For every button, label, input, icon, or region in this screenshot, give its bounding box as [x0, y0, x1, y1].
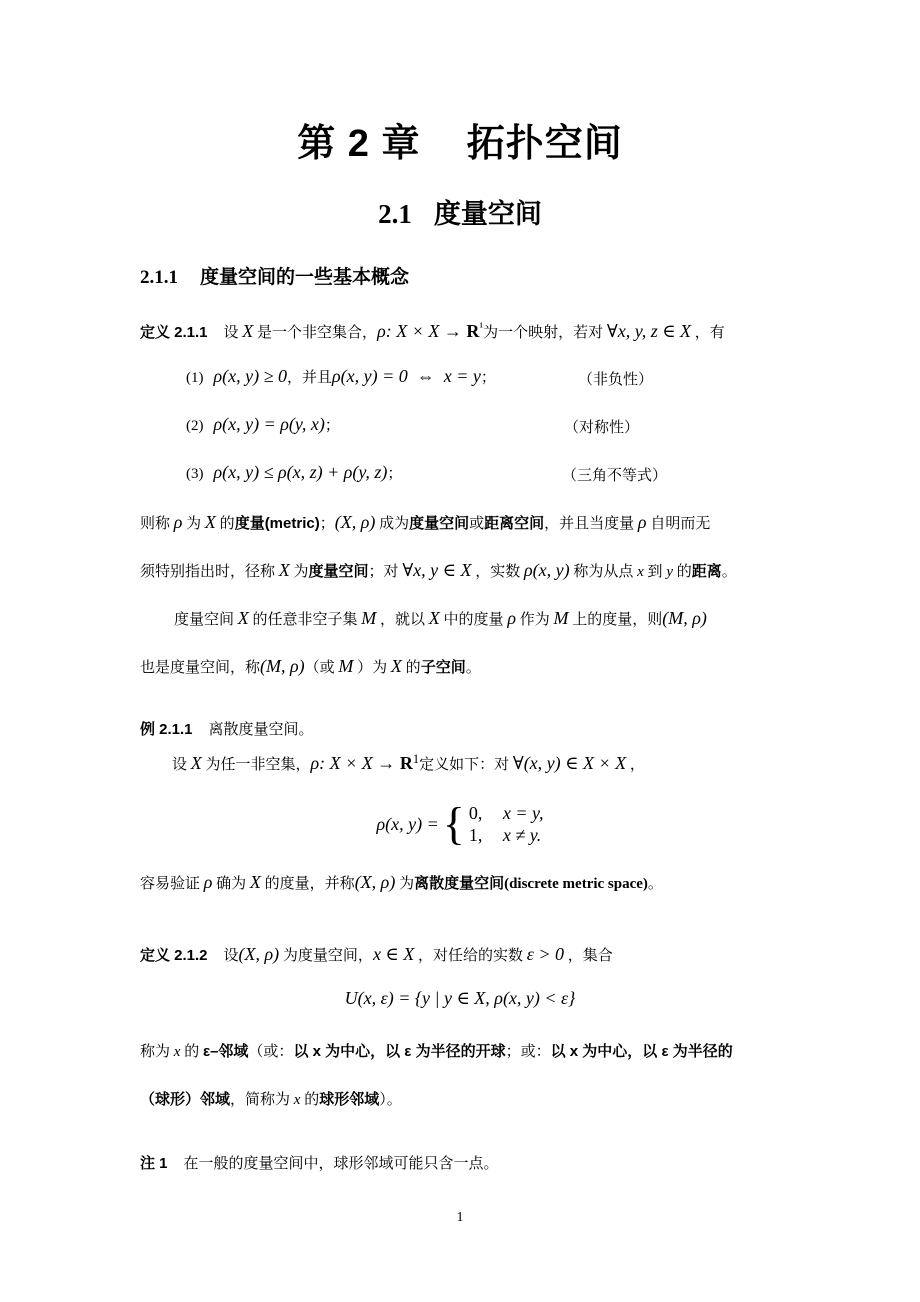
text: 定义如下：对 [419, 757, 513, 773]
text: 的 [215, 516, 235, 532]
text: 。 [465, 660, 481, 676]
math-X: X [237, 608, 249, 628]
math-X: X [242, 321, 254, 341]
axiom-formula: ρ(x, y) = ρ(y, x) [213, 414, 325, 434]
definition-2-line-2 [140, 1088, 402, 1109]
term-discrete-metric-space: 离散度量空间 [414, 875, 505, 892]
math-sup: ¹ [479, 320, 484, 334]
math-forall: ∀x, y, z ∈ X [606, 321, 692, 341]
text: 自明而无 [646, 516, 711, 532]
math-map: ρ: X × X → [377, 321, 467, 341]
axiom-2 [186, 414, 340, 435]
term-distance: 距离 [691, 563, 722, 580]
definition-paragraph-4 [140, 656, 481, 677]
text: 设 [172, 757, 191, 773]
term-subspace: 子空间 [420, 659, 466, 676]
math-R: R [466, 321, 480, 341]
axiom-remark: （非负性） [578, 372, 654, 388]
math-pair: (X, ρ) [354, 872, 396, 892]
text: ）。 [379, 1092, 402, 1108]
axiom-remark: （对称性） [564, 420, 640, 436]
text: 的任意非空子集 [248, 612, 362, 628]
text: 为 [289, 564, 309, 580]
note-text: 在一般的度量空间中，球形邻域可能只含一点。 [183, 1156, 499, 1172]
section-name: 度量空间 [433, 199, 542, 229]
text: 为任一非空集， [201, 757, 311, 773]
math-pair: (M, ρ) [662, 608, 707, 628]
equation-cases [469, 802, 544, 846]
term-ball-neighborhood: （球形）邻域 [140, 1091, 231, 1108]
definition-paragraph-3 [174, 608, 707, 629]
case-value: 0, [468, 803, 483, 823]
math-epsilon: ε > 0 [526, 944, 565, 964]
text: 。 [647, 876, 663, 892]
math-X: X [204, 512, 216, 532]
text: 称为从点 [569, 564, 638, 580]
text: ，并且当度量 [544, 516, 638, 532]
text: 为 [395, 876, 415, 892]
term-metric-space: 度量空间 [409, 515, 470, 532]
text: （或 [304, 660, 339, 676]
term-metric-space: 度量空间 [308, 563, 369, 580]
subsection-number: 2.1.1 [140, 267, 178, 288]
term-english: (discrete metric space) [504, 876, 648, 892]
text: 到 [643, 564, 667, 580]
math-rho: ρ [507, 608, 516, 628]
math-M: M [338, 656, 354, 676]
math-forall: ∀(x, y) ∈ X × X [512, 753, 627, 773]
text: 的 [672, 564, 692, 580]
math-forall: ∀x, y ∈ X [402, 560, 472, 580]
definition-paragraph-1 [140, 512, 710, 533]
text: 或 [469, 516, 485, 532]
axiom-formula: ρ(x, y) = 0 ⇔ x = y [332, 366, 481, 386]
section-title [0, 192, 920, 231]
text: 的 [300, 1092, 320, 1108]
text: ，有 [691, 325, 725, 341]
math-rho: ρ [173, 512, 183, 532]
axiom-remark: （三角不等式） [562, 468, 668, 484]
math-M: M [553, 608, 569, 628]
math-rho: ρ [203, 872, 213, 892]
text: 确为 [212, 876, 250, 892]
case-condition: x ≠ y. [502, 825, 542, 845]
math-sup: 1 [412, 752, 420, 766]
text: ； [387, 466, 403, 482]
case-condition: x = y, [502, 803, 544, 823]
text: ； [319, 516, 335, 532]
math-M: M [361, 608, 377, 628]
note-label: 注 1 [140, 1155, 168, 1172]
math-rho: ρ [637, 512, 647, 532]
text: ； [324, 418, 340, 434]
text: （或： [248, 1044, 294, 1060]
math-y: y [666, 564, 673, 580]
text: ； [480, 370, 496, 386]
example-2-1-1-heading [140, 718, 314, 739]
text: ，集合 [564, 948, 613, 964]
axiom-formula: ρ(x, y) ≤ ρ(x, z) + ρ(y, z) [213, 462, 388, 482]
math-pair: (M, ρ) [260, 656, 305, 676]
text: ；对 [368, 564, 403, 580]
text: 须特别指出时，径称 [140, 564, 279, 580]
subsection-title [140, 262, 409, 289]
text: ，实数 [471, 564, 524, 580]
text: 是一个非空集合， [253, 325, 378, 341]
page-number: 1 [456, 1210, 464, 1225]
subsection-name: 度量空间的一些基本概念 [200, 267, 410, 288]
section-number: 2.1 [378, 199, 412, 229]
text: 容易验证 [140, 876, 204, 892]
text: 设 [223, 325, 243, 341]
text: ，就以 [376, 612, 429, 628]
term-epsilon-neighborhood: ε–邻域 [202, 1043, 249, 1060]
neighborhood-equation: U(x, ε) = {y | y ∈ X, ρ(x, y) < ε} [344, 988, 576, 1008]
term-spherical-neighborhood: 球形邻域 [319, 1091, 380, 1108]
math-X: X [390, 656, 402, 676]
definition-label: 定义 2.1.2 [140, 947, 208, 964]
text: 成为 [375, 516, 410, 532]
axiom-number: (3) [186, 466, 204, 482]
definition-2-1-1-intro [140, 320, 725, 342]
case-value: 1, [468, 825, 483, 845]
discrete-metric-equation [0, 798, 920, 849]
axiom-number: (2) [186, 418, 204, 434]
math-X: X [190, 753, 202, 773]
text: 称为 [140, 1044, 174, 1060]
text: 设 [223, 948, 239, 964]
example-title: 离散度量空间。 [208, 722, 314, 738]
equation-lhs: ρ(x, y) = [376, 813, 439, 834]
text: ， [626, 757, 645, 773]
text: ；或： [505, 1044, 551, 1060]
text: 则称 [140, 516, 174, 532]
text: 为度量空间， [279, 948, 373, 964]
term-open-ball: 以 x 为中心，以 ε 为半径的开球 [293, 1043, 506, 1060]
math-distance: ρ(x, y) [524, 560, 570, 580]
text: 也是度量空间，称 [140, 660, 261, 676]
axiom-1 [186, 366, 496, 387]
math-pair: (X, ρ) [238, 944, 280, 964]
chapter-title [0, 112, 920, 167]
math-x-in-X: x ∈ X [372, 944, 415, 964]
chapter-number: 第 2 章 [297, 123, 421, 165]
definition-label: 定义 2.1.1 [140, 324, 208, 341]
axiom-formula: ρ(x, y) ≥ 0 [213, 366, 287, 386]
text: 中的度量 [439, 612, 508, 628]
case-row [469, 802, 544, 824]
definition-2-1-2-intro [140, 944, 613, 965]
math-x: x [637, 564, 644, 580]
axiom-number: (1) [186, 370, 204, 386]
example-conclusion [140, 872, 663, 893]
math-X: X [278, 560, 290, 580]
math-X: X [249, 872, 261, 892]
example-label: 例 2.1.1 [140, 721, 193, 738]
text: ，对任给的实数 [414, 948, 527, 964]
text: 的 [401, 660, 421, 676]
math-R: R [399, 753, 413, 773]
definition-paragraph-2 [140, 560, 737, 581]
term-metric: 度量(metric) [234, 515, 320, 532]
term-distance-space: 距离空间 [484, 515, 545, 532]
math-map: ρ: X × X → [310, 753, 400, 773]
term-ball-neighborhood: 以 x 为中心，以 ε 为半径的 [550, 1043, 733, 1060]
text: ，并且 [287, 370, 333, 386]
math-pair: (X, ρ) [334, 512, 376, 532]
case-row [469, 824, 544, 846]
text: 度量空间 [174, 612, 238, 628]
math-X: X [428, 608, 440, 628]
text: ）为 [353, 660, 391, 676]
math-x: x [173, 1044, 181, 1060]
left-brace: { [442, 798, 465, 849]
text: 为一个映射，若对 [483, 325, 607, 341]
note-1 [140, 1152, 499, 1173]
chapter-name: 拓扑空间 [466, 123, 623, 165]
text: 的度量，并称 [260, 876, 355, 892]
math-x: x [293, 1092, 301, 1108]
text: 作为 [515, 612, 554, 628]
text: ，简称为 [230, 1092, 294, 1108]
text: 为 [182, 516, 205, 532]
axiom-3 [186, 462, 402, 483]
definition-2-line-1 [140, 1040, 733, 1061]
text: 上的度量，则 [568, 612, 663, 628]
text: 。 [721, 564, 737, 580]
text: 的 [180, 1044, 203, 1060]
example-line-1 [172, 752, 645, 774]
